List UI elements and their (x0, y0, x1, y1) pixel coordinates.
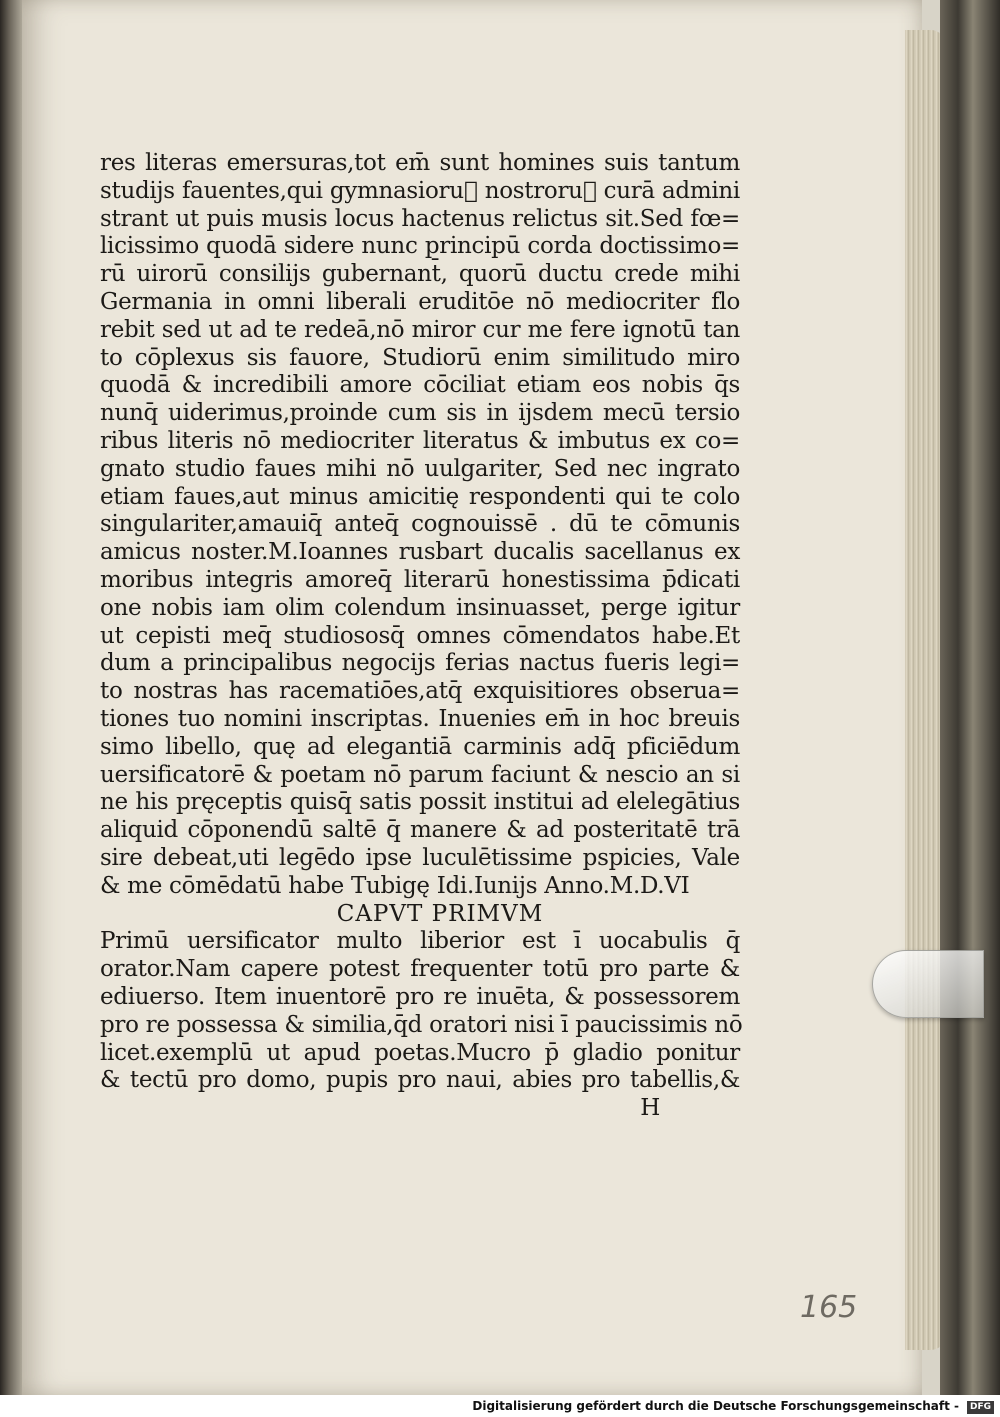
text-line: uersificatorē & poetam nō parum faciunt & nescio an si (100, 761, 740, 788)
text-line: strant ut puis musis locus hactenus relictus sit.Sed fœ= (100, 205, 740, 232)
text-line: moribus integris amoreq̄ literarū honestissima p̄dicati (100, 566, 740, 593)
chapter-text-line: Primū uersificator multo liberior est ī uocabulis q̄ (100, 928, 740, 955)
chapter-text-line: orator.Nam capere potest frequenter totū pro parte & (100, 956, 740, 983)
text-line: ne his pręceptis quisq̄ satis possit institui ad elelegātius (100, 789, 740, 816)
text-line: simo libello, quę ad elegantiā carminis adq̄ pficiēdum (100, 733, 740, 760)
text-line: res literas emersuras,tot em̄ sunt homines suis tantum (100, 150, 740, 176)
folio-number: 165 (800, 1290, 858, 1325)
text-line: etiam faues,aut minus amicitię respondenti qui te colo (100, 483, 740, 510)
text-line: to nostras has racematiōes,atq̄ exquisitiores obserua= (100, 678, 740, 705)
text-line: rū uirorū consilijs gubernant̄, quorū ductu crede mihi (100, 261, 740, 288)
text-line: singulariter,amauiq̄ anteq̄ cognouissē . dū te cōmunis (100, 511, 740, 538)
dfg-logo: DFG (967, 1401, 994, 1414)
text-line: to cōplexus sis fauore, Studiorū enim similitudo miro (100, 344, 740, 371)
book-cover-edge (940, 0, 1000, 1395)
footer-credit: Digitalisierung gefördert durch die Deutsche Forschungsgemeinschaft - (472, 1399, 959, 1413)
text-line: amicus noster.M.Ioannes rusbart ducalis sacellanus ex (100, 539, 740, 566)
chapter-text-line: pro re possessa & similia,q̄d oratori nisi ī paucissimis nō (100, 1011, 743, 1038)
text-line: sire debeat,uti legēdo ipse luculētissime pspicies, Vale (100, 844, 740, 871)
text-line: studijs fauentes,qui gymnasioru᷑ nostroru᷑ curā admini (100, 177, 740, 204)
text-line: quodā & incredibili amore cōciliat etiam eos nobis q̄s (100, 372, 740, 399)
page-edges (905, 30, 945, 1350)
chapter-text-line: ediuerso. Item inuentorē pro re inuēta, & possessorem (100, 983, 740, 1010)
text-line: ut cepisti meq̄ studiososq̄ omnes cōmendatos habe.Et (100, 622, 740, 649)
text-line: nunq̄ uiderimus,proinde cum sis in ijsdem mecū tersio (100, 400, 740, 427)
chapter-heading: CAPVT PRIMVM (336, 900, 544, 927)
text-line: ribus literis nō mediocriter literatus & imbutus ex co= (100, 427, 740, 454)
body-text (100, 150, 743, 1123)
footer-bar (0, 1395, 1000, 1417)
text-line: aliquid cōponendū saltē q̄ manere & ad posteritatē trā (100, 817, 740, 844)
text-line: one nobis iam olim colendum insinuasset, perge igitur (100, 594, 740, 621)
binding-gutter (0, 0, 24, 1395)
text-line: tiones tuo nomini inscriptas. Inuenies em̄ in hoc breuis (100, 705, 740, 732)
chapter-text-line: licet.exemplū ut apud poetas.Mucro p̄ gladio ponitur (100, 1039, 740, 1066)
signature-mark: H (640, 1095, 660, 1122)
text-line: & me cōmēdatū habe Tubigę Idi.Iunijs Anno.M.D.VI (100, 872, 690, 899)
chapter-text-line: & tectū pro domo, pupis pro naui, abies pro tabellis,& (100, 1067, 740, 1094)
text-line: gnato studio faues mihi nō uulgariter, Sed nec ingrato (100, 455, 740, 482)
page-clip (872, 950, 984, 1018)
text-line: rebit sed ut ad te redeā,nō miror cur me fere ignotū tan (100, 316, 740, 343)
text-line: licissimo quodā sidere nunc principū corda doctissimo= (100, 233, 740, 260)
text-line: dum a principalibus negocijs ferias nactus fueris legi= (100, 650, 740, 677)
text-line: Germania in omni liberali eruditōe nō mediocriter flo (100, 288, 740, 315)
